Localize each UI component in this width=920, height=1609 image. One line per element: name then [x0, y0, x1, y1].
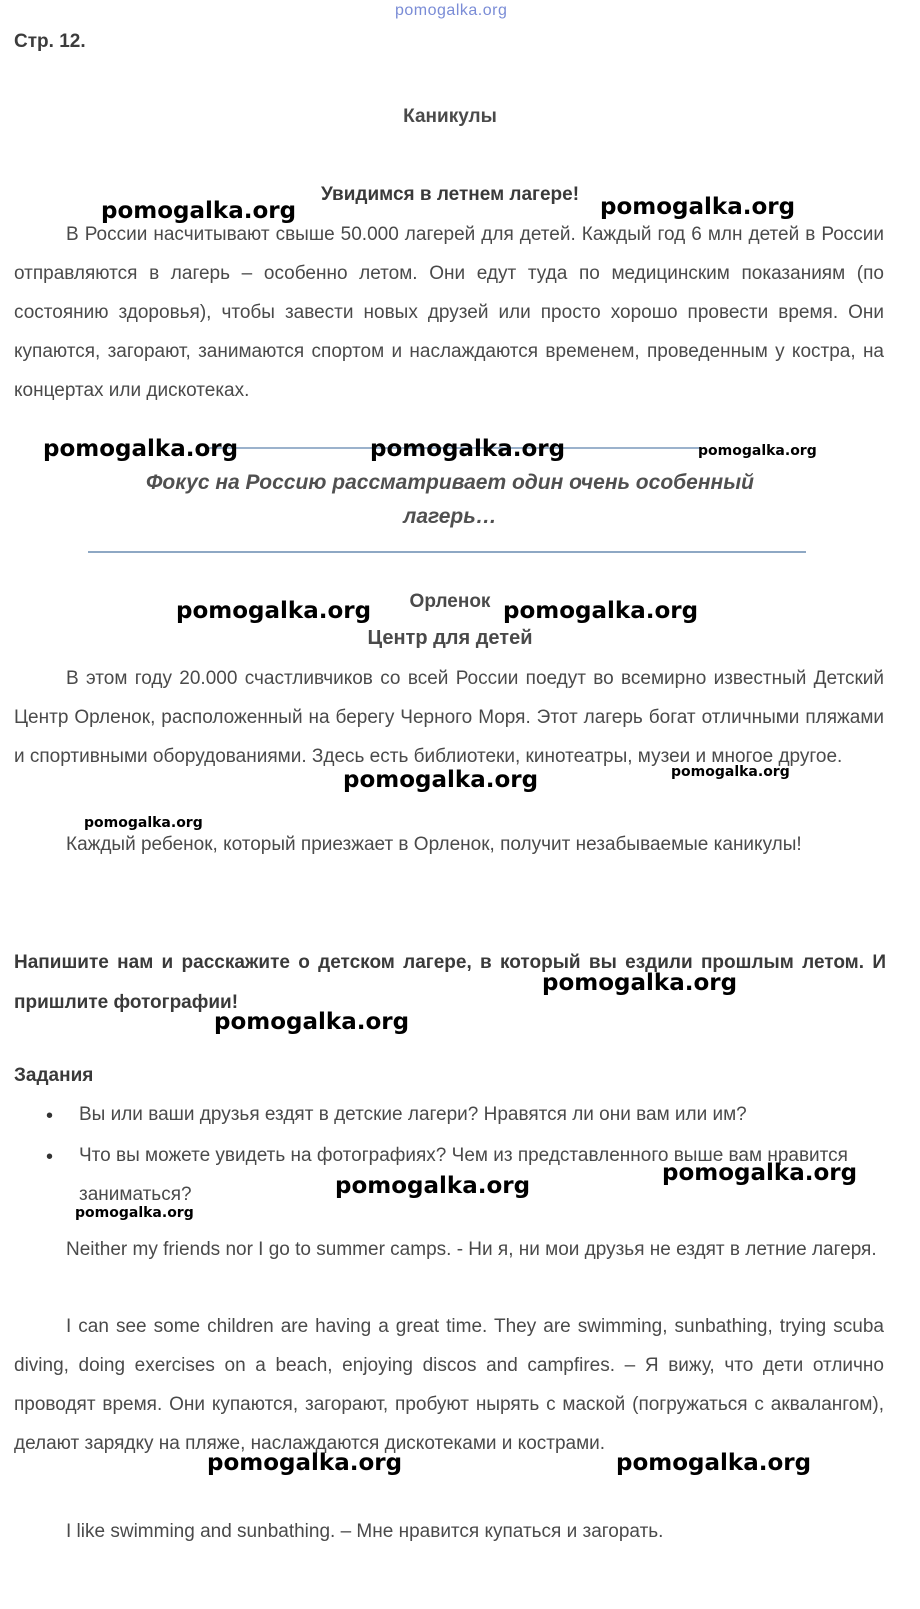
watermark: pomogalka.org: [176, 598, 372, 624]
paragraph-camps: В России насчитывают свыше 50.000 лагерей для детей. Каждый год 6 млн детей в России отправляются в лагерь – особенно летом. Они едут туда по медицинским показаниям (по состоянию здоровья), чтобы завести новых друзей или просто хорошо провести время. Они купаются, загорают, занимаются спортом и наслаждаются временем, проведенным у костра, на концертах или дискотеках.: [14, 224, 884, 401]
answer-3: I like swimming and sunbathing. – Мне нравится купаться и загорать.: [66, 1521, 664, 1542]
watermark: pomogalka.org: [671, 764, 790, 780]
watermark: pomogalka.org: [370, 436, 566, 462]
paragraph-every-child: Каждый ребенок, который приезжает в Орленок, получит незабываемые каникулы!: [66, 834, 802, 855]
focus-line-1: Фокус на Россию рассматривает один очень особенный: [146, 471, 754, 494]
task-item: Вы или ваши друзья ездят в детские лагери? Нравятся ли они вам или им?: [79, 1104, 747, 1125]
watermark: pomogalka.org: [207, 1450, 403, 1476]
page-title: Каникулы: [403, 106, 497, 127]
orlenok-heading: Орленок: [409, 591, 491, 612]
orlenok-subheading: Центр для детей: [367, 627, 533, 649]
watermark: pomogalka.org: [101, 198, 297, 224]
watermark: pomogalka.org: [503, 598, 699, 624]
call-to-action: Напишите нам и расскажите о детском лагере, в который вы ездили прошлым летом. И пришлите фотографии!: [14, 952, 886, 1013]
answer-2: I can see some children are having a great time. They are swimming, sunbathing, trying scuba diving, doing exercises on a beach, enjoying discos and campfires. – Я вижу, что дети отлично проводят время. Они купаются, загорают, пробуют нырять с маской (погружаться с аквалангом), делают зарядку на пляже, наслаждаются дискотеками и кострами.: [14, 1316, 884, 1454]
bullet-icon: •: [46, 1146, 54, 1168]
tasks-heading: Задания: [14, 1065, 94, 1086]
divider-bottom: [88, 551, 806, 553]
watermark: pomogalka.org: [43, 436, 239, 462]
watermark: pomogalka.org: [542, 970, 738, 996]
watermark: pomogalka.org: [662, 1160, 858, 1186]
task-item: Что вы можете увидеть на фотографиях? Чем из представленного выше вам нравится заниматься?: [79, 1145, 848, 1205]
watermark: pomogalka.org: [600, 194, 796, 220]
watermark: pomogalka.org: [343, 767, 539, 793]
bullet-icon: •: [46, 1105, 54, 1127]
watermark: pomogalka.org: [75, 1205, 194, 1221]
focus-line-2: лагерь…: [403, 505, 497, 528]
watermark: pomogalka.org: [84, 815, 203, 831]
page-number: Стр. 12.: [14, 31, 86, 52]
focus-banner: [0, 466, 900, 534]
article-subtitle: Увидимся в летнем лагере!: [320, 184, 580, 205]
answer-1: Neither my friends nor I go to summer camps. - Ни я, ни мои друзья не ездят в летние лагеря.: [66, 1239, 877, 1260]
watermark: pomogalka.org: [698, 443, 817, 459]
top-watermark: pomogalka.org: [395, 2, 508, 19]
paragraph-orlenok: В этом году 20.000 счастливчиков со всей России поедут во всемирно известный Детский Центр Орленок, расположенный на берегу Черного Моря. Этот лагерь богат отличными пляжами и спортивными оборудованиями. Здесь есть библиотеки, кинотеатры, музеи и многое другое.: [14, 668, 884, 767]
watermark: pomogalka.org: [335, 1173, 531, 1199]
watermark: pomogalka.org: [214, 1009, 410, 1035]
watermark: pomogalka.org: [616, 1450, 812, 1476]
